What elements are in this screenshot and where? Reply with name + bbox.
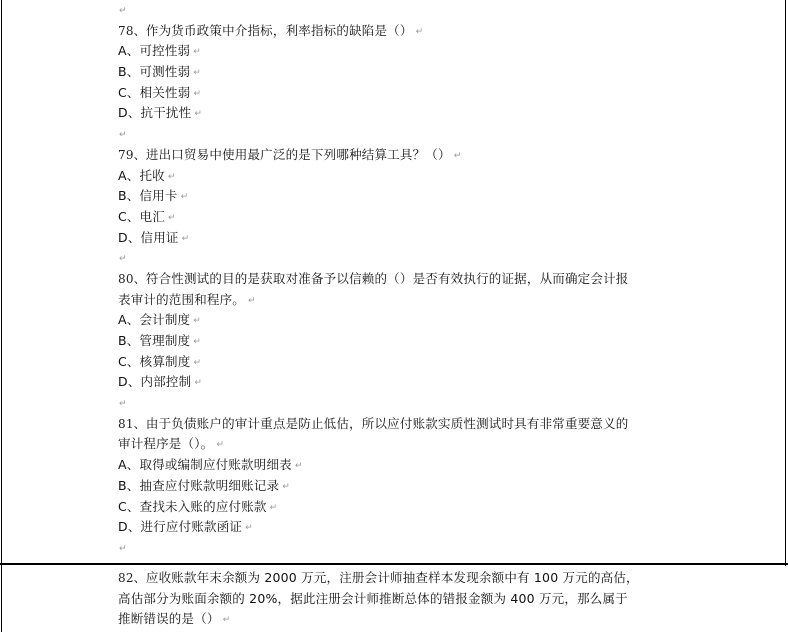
- option-text: B、可测性弱: [118, 64, 191, 80]
- option-text: C、核算制度: [118, 353, 191, 369]
- question-78-stem: [118, 21, 678, 42]
- paragraph-mark: ↵: [193, 88, 202, 99]
- paragraph-mark: ↵: [167, 171, 176, 182]
- option-text: C、相关性弱: [118, 84, 191, 100]
- paragraph-mark: ↵: [119, 399, 127, 410]
- question-text: 符合性测试的目的是获取对准备予以信赖的（）是否有效执行的证据，从而确定会计报: [145, 270, 629, 286]
- question-80-option-d: [118, 372, 678, 393]
- question-text: 作为货币政策中介指标，利率指标的缺陷是（）: [145, 22, 413, 38]
- option-text: A、会计制度: [118, 312, 191, 328]
- page-break-line: [0, 563, 788, 565]
- question-79-option-c: [118, 207, 678, 228]
- paragraph-mark: ↵: [294, 461, 303, 472]
- option-text: B、信用卡: [118, 188, 178, 204]
- empty-paragraph: [118, 393, 678, 414]
- question-81-option-b: [118, 476, 678, 497]
- question-number: 82、: [118, 571, 146, 585]
- question-79-option-a: [118, 166, 678, 187]
- question-79-option-b: [118, 186, 678, 207]
- paragraph-mark: ↵: [193, 47, 202, 58]
- paragraph-mark: ↵: [193, 316, 202, 327]
- question-80-option-c: [118, 352, 678, 373]
- question-78-option-a: [118, 41, 678, 62]
- question-text: 推断错误的是（）: [118, 611, 220, 627]
- question-number: 81、: [118, 416, 146, 431]
- option-text: C、查找未入账的应付账款: [118, 498, 267, 514]
- paragraph-mark: ↵: [415, 26, 424, 37]
- question-82-stem-line-2: [118, 589, 678, 610]
- paragraph-mark: ↵: [216, 440, 225, 451]
- option-text: C、电汇: [118, 208, 166, 224]
- question-text: 由于负债账户的审计重点是防止低估，所以应付账款实质性测试时具有非常重要意义的: [145, 415, 629, 431]
- paragraph-mark: ↵: [245, 523, 253, 534]
- paragraph-mark: ↵: [453, 150, 462, 161]
- question-80-stem-line-1: [118, 269, 678, 290]
- option-text: D、抗干扰性: [118, 105, 192, 121]
- option-text: A、可控性弱: [118, 43, 191, 59]
- paragraph-mark: ↵: [193, 68, 202, 79]
- paragraph-mark: ↵: [269, 502, 278, 513]
- question-78-option-c: [118, 83, 678, 104]
- option-text: D、内部控制: [118, 374, 192, 390]
- question-82-stem-line-3: [118, 609, 678, 630]
- question-78-option-b: [118, 62, 678, 83]
- question-81-option-d: [118, 517, 678, 538]
- option-text: B、管理制度: [118, 333, 191, 348]
- question-82-stem-line-1: [118, 568, 678, 589]
- page-left-border: [1, 0, 2, 632]
- question-80-option-b: [118, 331, 678, 352]
- question-text: 高估部分为账面余额的 20%，据此注册会计师推断总体的错报金额为 400 万元，那么属于: [118, 590, 628, 606]
- paragraph-mark: ↵: [168, 212, 176, 223]
- question-79-stem: [118, 145, 678, 166]
- empty-paragraph: [118, 124, 678, 145]
- question-80-option-a: [118, 310, 678, 331]
- option-text: A、取得或编制应付账款明细表: [118, 457, 292, 473]
- empty-paragraph: [118, 248, 678, 269]
- paragraph-mark: ↵: [193, 357, 202, 368]
- question-number: 78、: [118, 23, 146, 38]
- question-text: 应收账款年末余额为 2000 万元，注册会计师抽查样本发现余额中有 100 万元的高估，: [145, 570, 639, 585]
- question-81-option-a: [118, 455, 678, 476]
- question-number: 79、: [118, 147, 146, 162]
- paragraph-mark: ↵: [119, 254, 127, 265]
- paragraph-mark: ↵: [194, 109, 203, 120]
- question-number: 80、: [118, 271, 146, 286]
- paragraph-mark: ↵: [119, 543, 127, 554]
- page-right-border: [785, 0, 786, 566]
- question-text: 表审计的范围和程序。: [118, 291, 246, 307]
- question-81-option-c: [118, 497, 678, 518]
- option-text: D、信用证: [118, 229, 179, 245]
- paragraph-mark: ↵: [194, 378, 203, 389]
- question-81-stem-line-1: [118, 414, 678, 435]
- paragraph-mark: ↵: [282, 481, 290, 492]
- empty-paragraph: [118, 538, 678, 559]
- option-text: B、抽查应付账款明细账记录: [118, 477, 280, 493]
- question-78-option-d: [118, 103, 678, 124]
- question-text: 审计程序是（）。: [118, 436, 214, 452]
- paragraph-mark: ↵: [119, 130, 127, 141]
- option-text: D、进行应付账款函证: [118, 519, 243, 535]
- paragraph-mark: ↵: [181, 233, 190, 244]
- questions-upper-page: [118, 0, 678, 559]
- questions-lower-page: [118, 568, 678, 630]
- paragraph-mark: ↵: [248, 295, 256, 306]
- option-text: A、托收: [118, 167, 165, 183]
- question-79-option-d: [118, 228, 678, 249]
- paragraph-mark: ↵: [180, 192, 189, 203]
- question-80-stem-line-2: [118, 290, 678, 311]
- empty-paragraph: [118, 0, 678, 21]
- paragraph-mark: ↵: [193, 337, 202, 347]
- paragraph-mark: ↵: [119, 6, 127, 16]
- question-81-stem-line-2: [118, 434, 678, 455]
- paragraph-mark: ↵: [222, 615, 231, 626]
- question-text: 进出口贸易中使用最广泛的是下列哪种结算工具？（）: [145, 146, 451, 162]
